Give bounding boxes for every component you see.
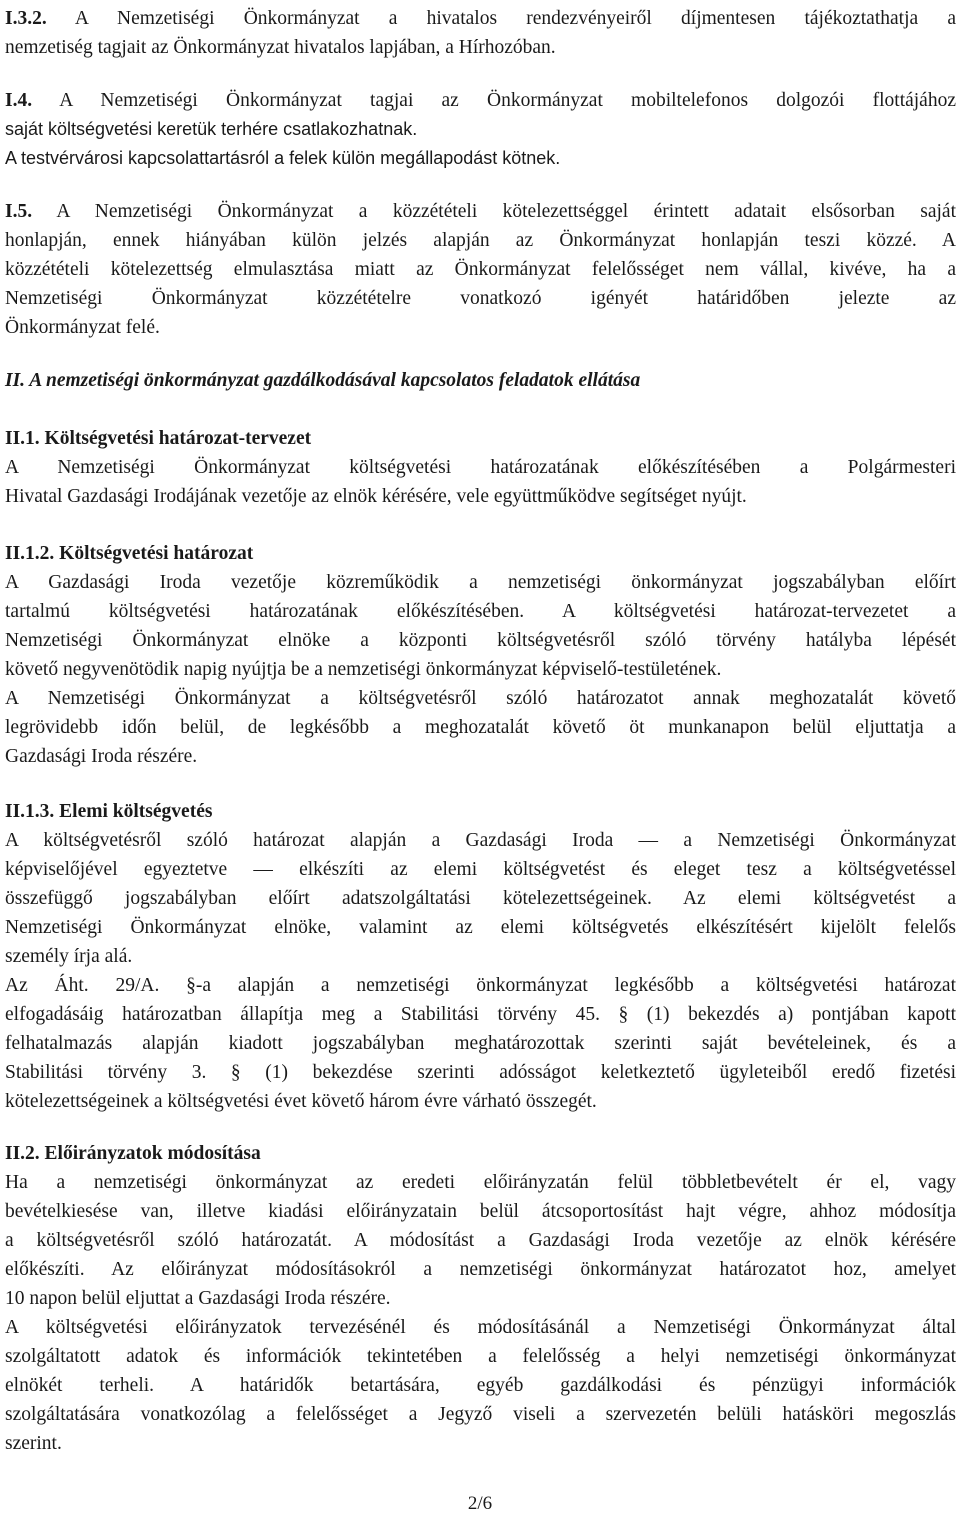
page-number: 2/6 bbox=[467, 1493, 493, 1514]
section-ii-1-3-line-5: személy írja alá. bbox=[5, 946, 133, 967]
section-i-5-line-2: honlapján, ennek hiányában külön jelzés alapján az Önkormányzat honlapján teszi közzé. A bbox=[5, 230, 956, 251]
section-ii-1-2-line-3: Nemzetiségi Önkormányzat elnöke a központi költségvetésről szóló törvény hatályba lépését bbox=[5, 630, 956, 651]
section-i-4-line-3: A testvérvárosi kapcsolattartásról a felek külön megállapodást kötnek. bbox=[5, 148, 561, 168]
section-ii-1-3-line-8: felhatalmazás alapján kiadott jogszabályban meghatározottak szerinti saját bevételeinek, és a bbox=[5, 1033, 956, 1054]
section-i-4-line-2: saját költségvetési keretük terhére csatlakozhatnak. bbox=[5, 119, 418, 139]
section-ii-1-line-1: A Nemzetiségi Önkormányzat költségvetési határozatának előkészítésében a Polgármesteri bbox=[5, 457, 956, 478]
section-ii-2-line-3: a költségvetésről szóló határozatát. A módosítást a Gazdasági Iroda vezetője az elnök kérésére bbox=[5, 1230, 956, 1251]
text: A Nemzetiségi Önkormányzat a közzétételi kötelezettséggel érintett adatait elsősorban saját bbox=[32, 201, 956, 222]
chapter-ii-heading: II. A nemzetiségi önkormányzat gazdálkodásával kapcsolatos feladatok ellátása bbox=[5, 370, 641, 391]
section-i-5-line-5: Önkormányzat felé. bbox=[5, 317, 160, 338]
section-ii-2-line-9: szolgáltatására vonatkozólag a felelősséget a Jegyző viseli a szervezetén belüli hatásköri megoszlás bbox=[5, 1404, 956, 1425]
section-ii-1-3-heading: II.1.3. Elemi költségvetés bbox=[5, 801, 213, 822]
section-i-3-2-line-1 bbox=[5, 4, 956, 33]
section-number: I.5. bbox=[5, 201, 33, 222]
section-ii-1-3-line-9: Stabilitási törvény 3. § (1) bekezdése szerinti adósságot keletkeztető ügyleteiből eredő fizetési bbox=[5, 1062, 956, 1083]
section-ii-2-line-10: szerint. bbox=[5, 1433, 62, 1454]
section-ii-1-3-line-3: összefüggő jogszabályban előírt adatszolgáltatási kötelezettségeinek. Az elemi költségvetést a bbox=[5, 888, 956, 909]
section-ii-2-line-2: bevételkiesése van, illetve kiadási előirányzatain belül átcsoportosítást hajt végre, ahhoz módosítja bbox=[5, 1201, 956, 1222]
section-ii-1-3-line-4: Nemzetiségi Önkormányzat elnöke, valamint az elemi költségvetés elkészítésért kijelölt felelős bbox=[5, 917, 956, 938]
section-ii-1-2-line-6: legrövidebb időn belül, de legkésőbb a meghozatalát követő öt munkanapon belül eljuttatja a bbox=[5, 717, 956, 738]
section-ii-2-line-1: Ha a nemzetiségi önkormányzat az eredeti előirányzatán felül többletbevételt ér el, vagy bbox=[5, 1172, 956, 1193]
section-ii-2-line-6: A költségvetési előirányzatok tervezésénél és módosításánál a Nemzetiségi Önkormányzat által bbox=[5, 1317, 956, 1338]
text: A Nemzetiségi Önkormányzat tagjai az Önkormányzat mobiltelefonos dolgozói flottájához bbox=[32, 90, 956, 111]
section-ii-1-heading: II.1. Költségvetési határozat-tervezet bbox=[5, 428, 312, 449]
section-i-4-line-1 bbox=[5, 86, 956, 115]
section-ii-1-3-line-10: kötelezettségeinek a költségvetési évet követő három évre várható összegét. bbox=[5, 1091, 597, 1112]
section-ii-1-2-line-5: A Nemzetiségi Önkormányzat a költségvetésről szóló határozatot annak meghozatalát követő bbox=[5, 688, 956, 709]
text: A Nemzetiségi Önkormányzat a hivatalos rendezvényeiről díjmentesen tájékoztathatja a bbox=[46, 8, 956, 29]
section-ii-1-2-heading: II.1.2. Költségvetési határozat bbox=[5, 543, 254, 564]
section-number: I.3.2. bbox=[5, 8, 47, 29]
section-ii-1-2-line-7: Gazdasági Iroda részére. bbox=[5, 746, 198, 767]
section-ii-2-line-7: szolgáltatott adatok és információk tekintetében a felelősség a helyi nemzetiségi önkormányzat bbox=[5, 1346, 956, 1367]
section-ii-1-2-line-4: követő negyvenötödik napig nyújtja be a nemzetiségi önkormányzat képviselő-testületének. bbox=[5, 659, 722, 680]
section-ii-1-3-line-6: Az Áht. 29/A. §-a alapján a nemzetiségi önkormányzat legkésőbb a költségvetési határozat bbox=[5, 975, 956, 996]
section-ii-1-3-line-7: elfogadásáig határozatban állapítja meg a Stabilitási törvény 45. § (1) bekezdés a) pontjában kapott bbox=[5, 1004, 956, 1025]
section-ii-2-line-8: elnökét terheli. A határidők betartására, egyéb gazdálkodási és pénzügyi információk bbox=[5, 1375, 956, 1396]
section-i-5-line-3: közzétételi kötelezettség elmulasztása miatt az Önkormányzat felelősséget nem vállal, kivéve, ha a bbox=[5, 259, 956, 280]
section-ii-1-3-line-2: képviselőjével egyeztetve — elkészíti az elemi költségvetést és eleget tesz a költségvetéssel bbox=[5, 859, 956, 880]
section-i-3-2-line-2: nemzetiség tagjait az Önkormányzat hivatalos lapjában, a Hírhozóban. bbox=[5, 37, 556, 58]
section-i-5-line-1 bbox=[5, 197, 956, 226]
section-ii-1-2-line-2: tartalmú költségvetési határozatának előkészítésében. A költségvetési határozat-tervezetet a bbox=[5, 601, 956, 622]
section-i-5-line-4: Nemzetiségi Önkormányzat közzétételre vonatkozó igényét határidőben jelezte az bbox=[5, 288, 956, 309]
section-ii-1-3-line-1: A költségvetésről szóló határozat alapján a Gazdasági Iroda — a Nemzetiségi Önkormányzat bbox=[5, 830, 956, 851]
section-ii-2-line-5: 10 napon belül eljuttat a Gazdasági Iroda részére. bbox=[5, 1288, 391, 1309]
section-ii-2-heading: II.2. Előirányzatok módosítása bbox=[5, 1143, 261, 1164]
section-ii-2-line-4: előkészíti. Az előirányzat módosításokról a nemzetiségi önkormányzat határozatot hoz, amelyet bbox=[5, 1259, 956, 1280]
section-number: I.4. bbox=[5, 90, 33, 111]
section-ii-1-2-line-1: A Gazdasági Iroda vezetője közreműködik a nemzetiségi önkormányzat jogszabályban előírt bbox=[5, 572, 956, 593]
section-ii-1-line-2: Hivatal Gazdasági Irodájának vezetője az elnök kérésére, vele együttműködve segítséget nyújt. bbox=[5, 486, 747, 507]
